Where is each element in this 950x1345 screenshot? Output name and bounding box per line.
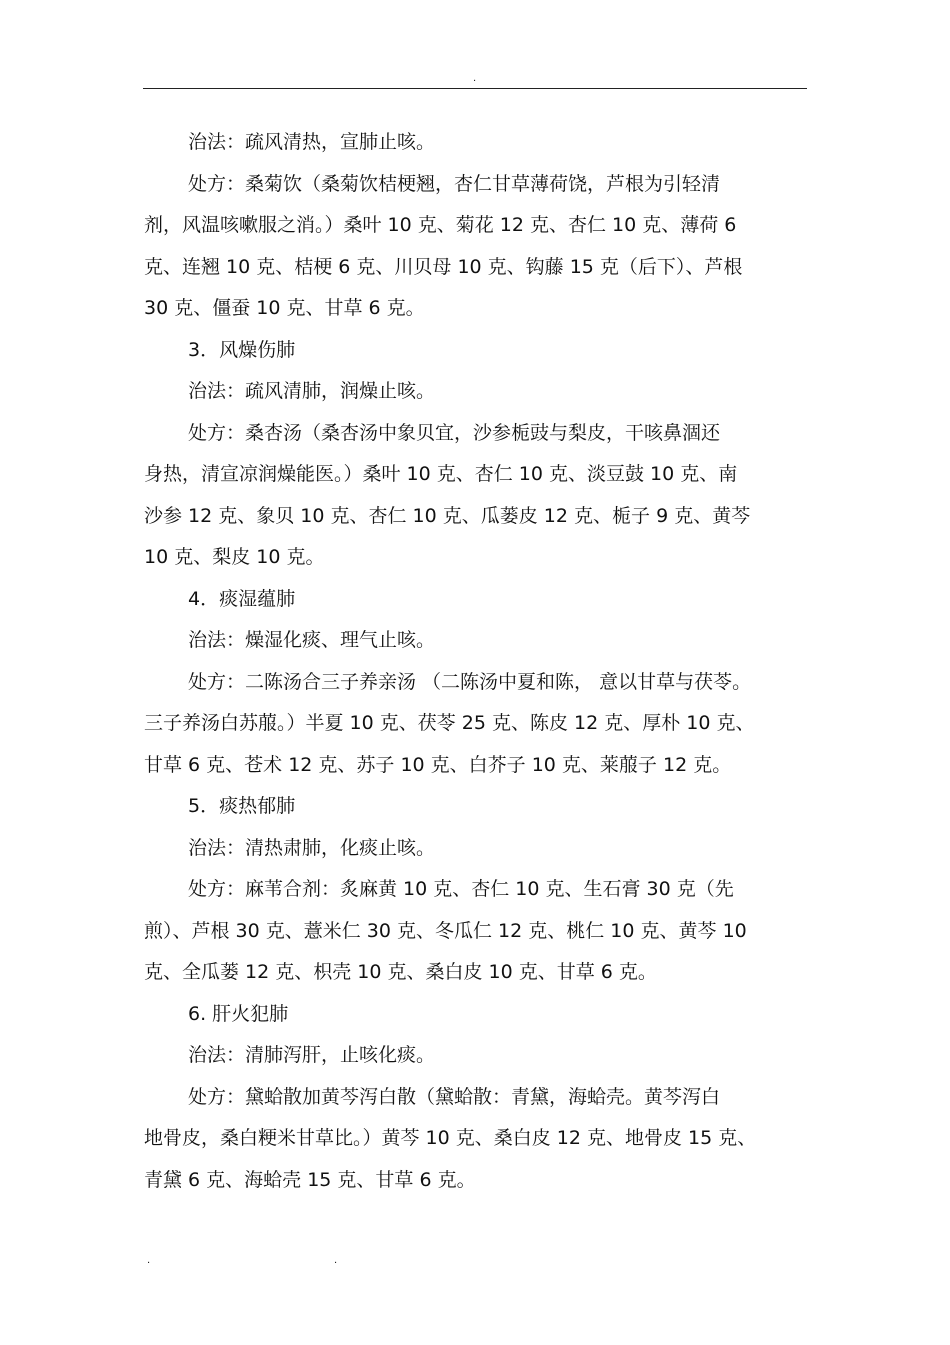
text-line: 克、全瓜蒌 12 克、枳壳 10 克、桑白皮 10 克、甘草 6 克。 <box>144 961 657 983</box>
text-line: 地骨皮，桑白粳米甘草比。）黄芩 10 克、桑白皮 12 克、地骨皮 15 克、 <box>144 1127 757 1149</box>
text-line: 甘草 6 克、苍术 12 克、苏子 10 克、白芥子 10 克、莱菔子 12 克。 <box>144 753 732 776</box>
text-line: 处方：黛蛤散加黄芩泻白散（黛蛤散：青黛，海蛤壳。黄芩泻白 <box>188 1085 721 1108</box>
text-line: 三子养汤白苏菔。）半夏 10 克、茯苓 25 克、陈皮 12 克、厚朴 10 克、 <box>144 712 755 734</box>
text-line: 治法：疏风清热，宣肺止咳。 <box>188 131 436 153</box>
text-line: 克、连翘 10 克、桔梗 6 克、川贝母 10 克、钩藤 15 克（后下）、芦根 <box>144 255 743 278</box>
text-line: 处方：麻苇合剂：炙麻黄 10 克、杏仁 10 克、生石膏 30 克（先 <box>188 878 734 900</box>
text-line: 5．痰热郁肺 <box>188 795 296 817</box>
text-line: 处方：桑杏汤（桑杏汤中象贝宜，沙参栀豉与梨皮，干咳鼻涸还 <box>188 421 721 444</box>
text-line: 3．风燥伤肺 <box>188 338 296 361</box>
text-line: 青黛 6 克、海蛤壳 15 克、甘草 6 克。 <box>144 1168 476 1191</box>
text-line: 治法：燥湿化痰、理气止咳。 <box>188 629 436 651</box>
text-line: 剂，风温咳嗽服之消。）桑叶 10 克、菊花 12 克、杏仁 10 克、薄荷 6 <box>144 214 737 236</box>
header-mark: . <box>473 73 477 84</box>
text-line: 治法：清热肃肺，化痰止咳。 <box>188 836 436 859</box>
document-body <box>144 122 810 1201</box>
text-line: 4．痰湿蕴肺 <box>188 587 296 610</box>
text-line: 沙参 12 克、象贝 10 克、杏仁 10 克、瓜蒌皮 12 克、栀子 9 克、黄芩 <box>144 504 751 527</box>
text-line: 10 克、梨皮 10 克。 <box>144 546 325 568</box>
footer-mark-left: . <box>147 1255 151 1266</box>
text-line: 治法：疏风清肺，润燥止咳。 <box>188 380 436 402</box>
text-line: 身热，清宣凉润燥能医。）桑叶 10 克、杏仁 10 克、淡豆鼓 10 克、南 <box>144 463 738 485</box>
text-line: 处方：桑菊饮（桑菊饮桔梗翘，杏仁甘草薄荷饶，芦根为引轻清 <box>188 172 721 195</box>
text-line: 处方：二陈汤合三子养亲汤 （二陈汤中夏和陈， 意以甘草与茯苓。 <box>188 670 752 693</box>
footer-mark-right: . <box>334 1255 338 1266</box>
text-line: 6. 肝火犯肺 <box>188 1002 289 1025</box>
header-rule <box>143 88 807 89</box>
text-line: 治法：清肺泻肝，止咳化痰。 <box>188 1044 436 1066</box>
text-line: 煎）、芦根 30 克、薏米仁 30 克、冬瓜仁 12 克、桃仁 10 克、黄芩 10 <box>144 919 747 942</box>
text-line: 30 克、僵蚕 10 克、甘草 6 克。 <box>144 297 425 319</box>
